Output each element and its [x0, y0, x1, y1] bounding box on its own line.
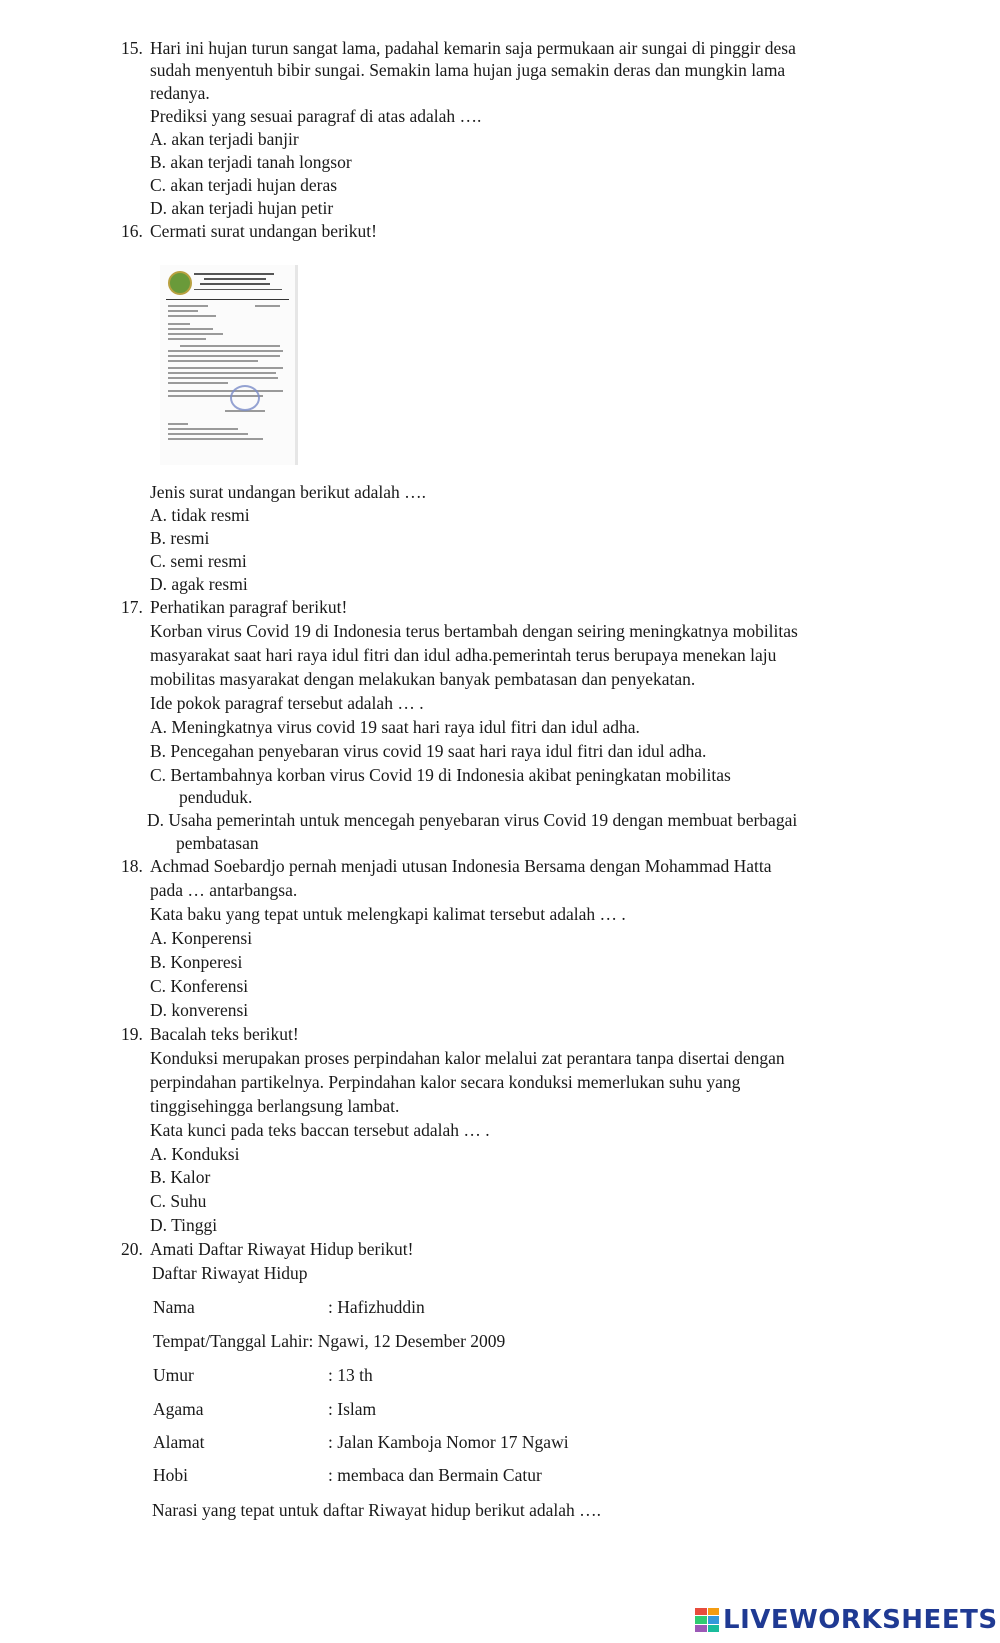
cv-value-alamat: : Jalan Kamboja Nomor 17 Ngawi — [328, 1432, 569, 1452]
q20-prompt: Amati Daftar Riwayat Hidup berikut! — [150, 1239, 414, 1259]
q15-option: A. akan terjadi banjir — [150, 129, 299, 149]
q17-option-cont: penduduk. — [179, 787, 253, 807]
q18-line: Achmad Soebardjo pernah menjadi utusan Indonesia Bersama dengan Mohammad Hatta — [150, 856, 772, 876]
q17-option: B. Pencegahan penyebaran virus covid 19 saat hari raya idul fitri dan idul adha. — [150, 741, 707, 761]
cv-title: Daftar Riwayat Hidup — [152, 1263, 308, 1283]
q15-question: Prediksi yang sesuai paragraf di atas adalah …. — [150, 106, 482, 126]
liveworksheets-logo-icon — [695, 1608, 719, 1632]
q17-line: Korban virus Covid 19 di Indonesia terus bertambah dengan seiring meningkatnya mobilitas — [150, 621, 798, 641]
q17-line: mobilitas masyarakat dengan melakukan banyak pembatasan dan penyekatan. — [150, 669, 696, 689]
cv-value-umur: : 13 th — [328, 1365, 373, 1385]
q16-question: Jenis surat undangan berikut adalah …. — [150, 482, 427, 502]
q16-prompt: Cermati surat undangan berikut! — [150, 221, 377, 241]
invitation-letter-image — [160, 265, 298, 465]
q17-question: Ide pokok paragraf tersebut adalah … . — [150, 693, 424, 713]
cv-label-alamat: Alamat — [153, 1432, 205, 1452]
q17-option-cont: pembatasan — [176, 833, 259, 853]
q16-option: D. agak resmi — [150, 574, 248, 594]
q19-number: 19. — [121, 1024, 143, 1044]
logo-tile — [695, 1616, 707, 1623]
q16-option: C. semi resmi — [150, 551, 247, 571]
q18-line: pada … antarbangsa. — [150, 880, 298, 900]
q16-option: A. tidak resmi — [150, 505, 250, 525]
q18-question: Kata baku yang tepat untuk melengkapi kalimat tersebut adalah … . — [150, 904, 626, 924]
q15-line: sudah menyentuh bibir sungai. Semakin lama hujan juga semakin deras dan mungkin lama — [150, 60, 786, 80]
logo-tile — [708, 1625, 720, 1632]
cv-value-hobi: : membaca dan Bermain Catur — [328, 1465, 542, 1485]
q20-question: Narasi yang tepat untuk daftar Riwayat hidup berikut adalah …. — [152, 1500, 602, 1520]
logo-tile — [695, 1608, 707, 1615]
q19-option: B. Kalor — [150, 1167, 211, 1187]
ministry-logo-icon — [168, 271, 192, 295]
q18-option: C. Konferensi — [150, 976, 249, 996]
liveworksheets-logo[interactable] — [695, 1605, 998, 1635]
q17-option: A. Meningkatnya virus covid 19 saat hari raya idul fitri dan idul adha. — [150, 717, 640, 737]
cv-label-ttl: Tempat/Tanggal Lahir: Ngawi, 12 Desember 2009 — [153, 1331, 506, 1351]
q15-option: B. akan terjadi tanah longsor — [150, 152, 352, 172]
q19-line: perpindahan partikelnya. Perpindahan kalor secara konduksi memerlukan suhu yang — [150, 1072, 741, 1092]
q19-question: Kata kunci pada teks baccan tersebut adalah … . — [150, 1120, 490, 1140]
q17-option: D. Usaha pemerintah untuk mencegah penyebaran virus Covid 19 dengan membuat berbagai — [147, 810, 798, 830]
q15-option: D. akan terjadi hujan petir — [150, 198, 334, 218]
q18-number: 18. — [121, 856, 143, 876]
cv-label-agama: Agama — [153, 1399, 204, 1419]
cv-label-nama: Nama — [153, 1297, 195, 1317]
q19-prompt: Bacalah teks berikut! — [150, 1024, 299, 1044]
q16-option: B. resmi — [150, 528, 210, 548]
q15-line: redanya. — [150, 83, 210, 103]
q19-line: Konduksi merupakan proses perpindahan kalor melalui zat perantara tanpa disertai dengan — [150, 1048, 785, 1068]
q17-number: 17. — [121, 597, 143, 617]
logo-tile — [708, 1616, 720, 1623]
stamp-icon — [230, 385, 260, 411]
q17-prompt: Perhatikan paragraf berikut! — [150, 597, 348, 617]
logo-tile — [695, 1625, 707, 1632]
q20-number: 20. — [121, 1239, 143, 1259]
q15-option: C. akan terjadi hujan deras — [150, 175, 338, 195]
cv-label-hobi: Hobi — [153, 1465, 188, 1485]
q18-option: B. Konperesi — [150, 952, 243, 972]
q19-line: tinggisehingga berlangsung lambat. — [150, 1096, 400, 1116]
q19-option: D. Tinggi — [150, 1215, 218, 1235]
q19-option: A. Konduksi — [150, 1144, 240, 1164]
q16-number: 16. — [121, 221, 143, 241]
q19-option: C. Suhu — [150, 1191, 207, 1211]
q15-number: 15. — [121, 38, 143, 58]
q18-option: A. Konperensi — [150, 928, 253, 948]
q18-option: D. konverensi — [150, 1000, 249, 1020]
cv-label-umur: Umur — [153, 1365, 194, 1385]
cv-value-agama: : Islam — [328, 1399, 377, 1419]
q17-option: C. Bertambahnya korban virus Covid 19 di Indonesia akibat peningkatan mobilitas — [150, 765, 731, 785]
cv-value-nama: : Hafizhuddin — [328, 1297, 425, 1317]
liveworksheets-brand-text: LIVEWORKSHEETS — [723, 1605, 998, 1635]
logo-tile — [708, 1608, 720, 1615]
q15-line: Hari ini hujan turun sangat lama, padahal kemarin saja permukaan air sungai di pinggir desa — [150, 38, 796, 58]
q17-line: masyarakat saat hari raya idul fitri dan idul adha.pemerintah terus berupaya menekan laju — [150, 645, 777, 665]
